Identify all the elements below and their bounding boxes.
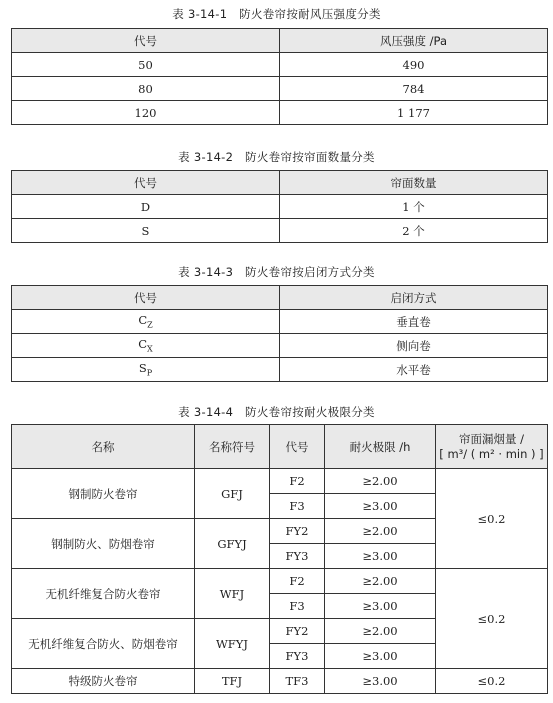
cell-code: FY3 [270,644,325,669]
header-code: 代号 [12,286,280,310]
table-row [12,219,548,243]
cell-code: FY3 [270,544,325,569]
table-row [12,669,548,694]
cell-name: 特级防火卷帘 [12,669,195,694]
table3-caption: 表 3-14-3 防火卷帘按启闭方式分类 [178,265,375,279]
cell-name: 无机纤维复合防火卷帘 [12,569,195,619]
cell-value: 2 个 [280,219,548,243]
header-smoke-leakage: 帘面漏烟量 / [ m³/ ( m² · min ) ] [436,425,548,469]
header-opening-mode: 启闭方式 [280,286,548,310]
cell-leakage: ≤0.2 [436,569,548,669]
cell-name: 钢制防火卷帘 [12,469,195,519]
table2-caption: 表 3-14-2 防火卷帘按帘面数量分类 [178,150,375,164]
table-row [12,569,548,594]
cell-code: F2 [270,569,325,594]
cell-code: $S_P$ [12,358,280,382]
cell-code: S [12,219,280,243]
table-row [12,195,548,219]
cell-code: FY2 [270,619,325,644]
cell-limit: ≥3.00 [325,494,436,519]
cell-value: 侧向卷 [280,334,548,358]
cell-limit: ≥2.00 [325,469,436,494]
table-row [12,310,548,334]
cell-code: F2 [270,469,325,494]
cell-symbol: WFJ [195,569,270,619]
header-code: 代号 [12,171,280,195]
header-code: 代号 [270,425,325,469]
cell-code: 120 [12,101,280,125]
cell-limit: ≥3.00 [325,644,436,669]
cell-code: FY2 [270,519,325,544]
fire-resistance-table [11,424,548,694]
cell-symbol: WFYJ [195,619,270,669]
curtain-count-table [11,170,548,243]
cell-code: 50 [12,53,280,77]
cell-limit: ≥3.00 [325,669,436,694]
table-row [12,469,548,494]
cell-limit: ≥2.00 [325,619,436,644]
cell-value: 水平卷 [280,358,548,382]
cell-code: 80 [12,77,280,101]
cell-value: 1 个 [280,195,548,219]
cell-name: 无机纤维复合防火、防烟卷帘 [12,619,195,669]
cell-name: 钢制防火、防烟卷帘 [12,519,195,569]
cell-limit: ≥2.00 [325,519,436,544]
table-row [12,77,548,101]
cell-limit: ≥3.00 [325,594,436,619]
header-fire-limit: 耐火极限 /h [325,425,436,469]
table1-caption: 表 3-14-1 防火卷帘按耐风压强度分类 [172,7,381,21]
cell-value: 784 [280,77,548,101]
header-wind-pressure: 风压强度 /Pa [280,29,548,53]
cell-symbol: GFYJ [195,519,270,569]
cell-value: 490 [280,53,548,77]
cell-code: F3 [270,594,325,619]
cell-symbol: TFJ [195,669,270,694]
table-row [12,53,548,77]
cell-code: TF3 [270,669,325,694]
header-symbol: 名称符号 [195,425,270,469]
table-row [12,101,548,125]
cell-code: $C_X$ [12,334,280,358]
cell-leakage: ≤0.2 [436,669,548,694]
table4-caption: 表 3-14-4 防火卷帘按耐火极限分类 [178,405,375,419]
cell-limit: ≥3.00 [325,544,436,569]
cell-code: D [12,195,280,219]
wind-pressure-table [11,28,548,125]
cell-value: 垂直卷 [280,310,548,334]
cell-symbol: GFJ [195,469,270,519]
opening-mode-table [11,285,548,382]
cell-code: F3 [270,494,325,519]
cell-leakage: ≤0.2 [436,469,548,569]
header-curtain-count: 帘面数量 [280,171,548,195]
table-row [12,334,548,358]
cell-code: $C_Z$ [12,310,280,334]
cell-limit: ≥2.00 [325,569,436,594]
table-row [12,358,548,382]
cell-value: 1 177 [280,101,548,125]
header-code: 代号 [12,29,280,53]
header-name: 名称 [12,425,195,469]
